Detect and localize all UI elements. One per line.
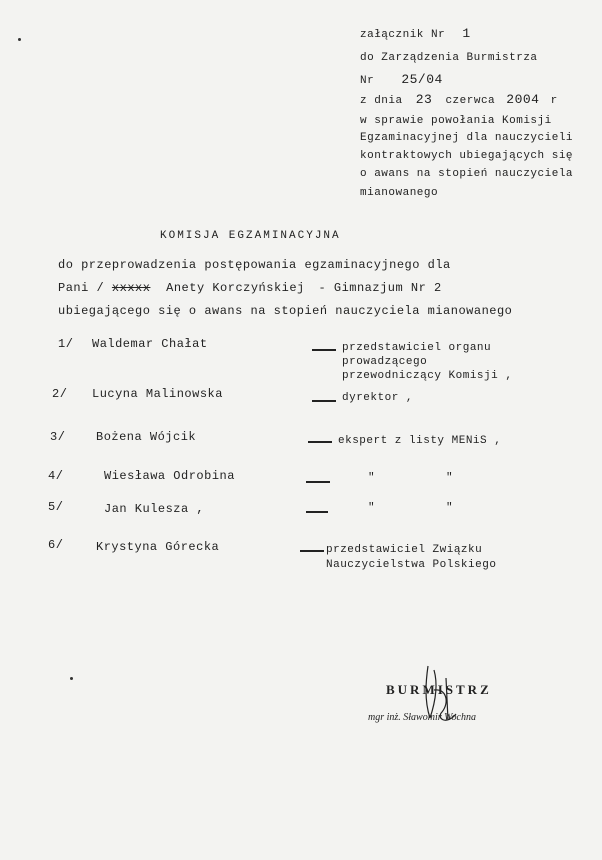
speck: [18, 38, 21, 41]
intro-pani: Pani /: [58, 281, 112, 295]
member-4-number: 4/: [48, 469, 64, 483]
date-line: [360, 92, 558, 107]
member-6-role: [326, 543, 496, 573]
school-name: - Gimnazjum Nr 2: [318, 281, 442, 295]
ditto-mark: ": [446, 502, 454, 514]
date-month: czerwca: [445, 95, 496, 107]
nr-value: 25/04: [401, 72, 443, 87]
member-2-number: 2/: [52, 387, 68, 401]
member-3-number: 3/: [50, 430, 66, 444]
dash: [308, 441, 332, 443]
role-line: przewodniczący Komisji ,: [342, 370, 513, 382]
attachment-line: [360, 26, 471, 41]
member-2-role: dyrektor ,: [342, 392, 414, 404]
struck-text: xxxxx: [111, 281, 151, 295]
number-line: [360, 72, 443, 87]
subject-line-5: mianowanego: [360, 187, 439, 199]
intro-line-3: ubiegającego się o awans na stopień nauczyciela mianowanego: [58, 304, 513, 318]
attachment-number: 1: [462, 26, 471, 41]
document-title: KOMISJA EGZAMINACYJNA: [160, 230, 341, 242]
member-1-role: [342, 341, 512, 383]
dash: [312, 349, 336, 351]
dash: [312, 400, 336, 402]
date-day: 23: [415, 92, 433, 107]
signature-title: BURMISTRZ: [386, 682, 492, 697]
date-prefix: z dnia: [360, 95, 403, 107]
member-1-name: Waldemar Chałat: [92, 337, 208, 351]
member-5-number: 5/: [48, 500, 64, 514]
role-line: prowadzącego: [342, 356, 428, 368]
attachment-label: załącznik Nr: [360, 29, 446, 41]
role-line: przedstawiciel Związku: [326, 544, 483, 556]
member-2-name: Lucyna Malinowska: [92, 387, 223, 401]
date-year: 2004: [506, 92, 540, 107]
ditto-mark: ": [368, 502, 376, 514]
member-3-role: ekspert z listy MENiS ,: [338, 435, 502, 447]
nr-label: Nr: [360, 75, 375, 87]
speck: [70, 677, 73, 680]
role-line: Nauczycielstwa Polskiego: [326, 559, 497, 571]
intro-line-2: [58, 281, 442, 295]
dash: [306, 481, 330, 483]
member-1-number: 1/: [58, 337, 74, 351]
subject-line-2: Egzaminacyjnej dla nauczycieli: [360, 132, 574, 144]
subject-line-3: kontraktowych ubiegających się: [360, 150, 574, 162]
date-suffix: r: [550, 95, 558, 107]
dash: [300, 550, 324, 552]
ditto-mark: ": [446, 472, 454, 484]
role-line: przedstawiciel organu: [342, 342, 492, 354]
signatory-name: mgr inż. Sławomir Wochna: [368, 712, 476, 723]
order-line: do Zarządzenia Burmistrza: [360, 52, 538, 64]
member-4-name: Wiesława Odrobina: [104, 469, 235, 483]
member-5-name: Jan Kulesza ,: [104, 502, 205, 516]
subject-line-1: w sprawie powołania Komisji: [360, 115, 552, 127]
member-6-name: Krystyna Górecka: [96, 540, 220, 554]
candidate-name: Anety Korczyńskiej: [166, 281, 305, 295]
subject-line-4: o awans na stopień nauczyciela: [360, 168, 574, 180]
ditto-mark: ": [368, 472, 376, 484]
member-6-number: 6/: [48, 538, 64, 552]
member-3-name: Bożena Wójcik: [96, 430, 197, 444]
intro-line-1: do przeprowadzenia postępowania egzaminacyjnego dla: [58, 258, 451, 272]
dash: [306, 511, 328, 513]
